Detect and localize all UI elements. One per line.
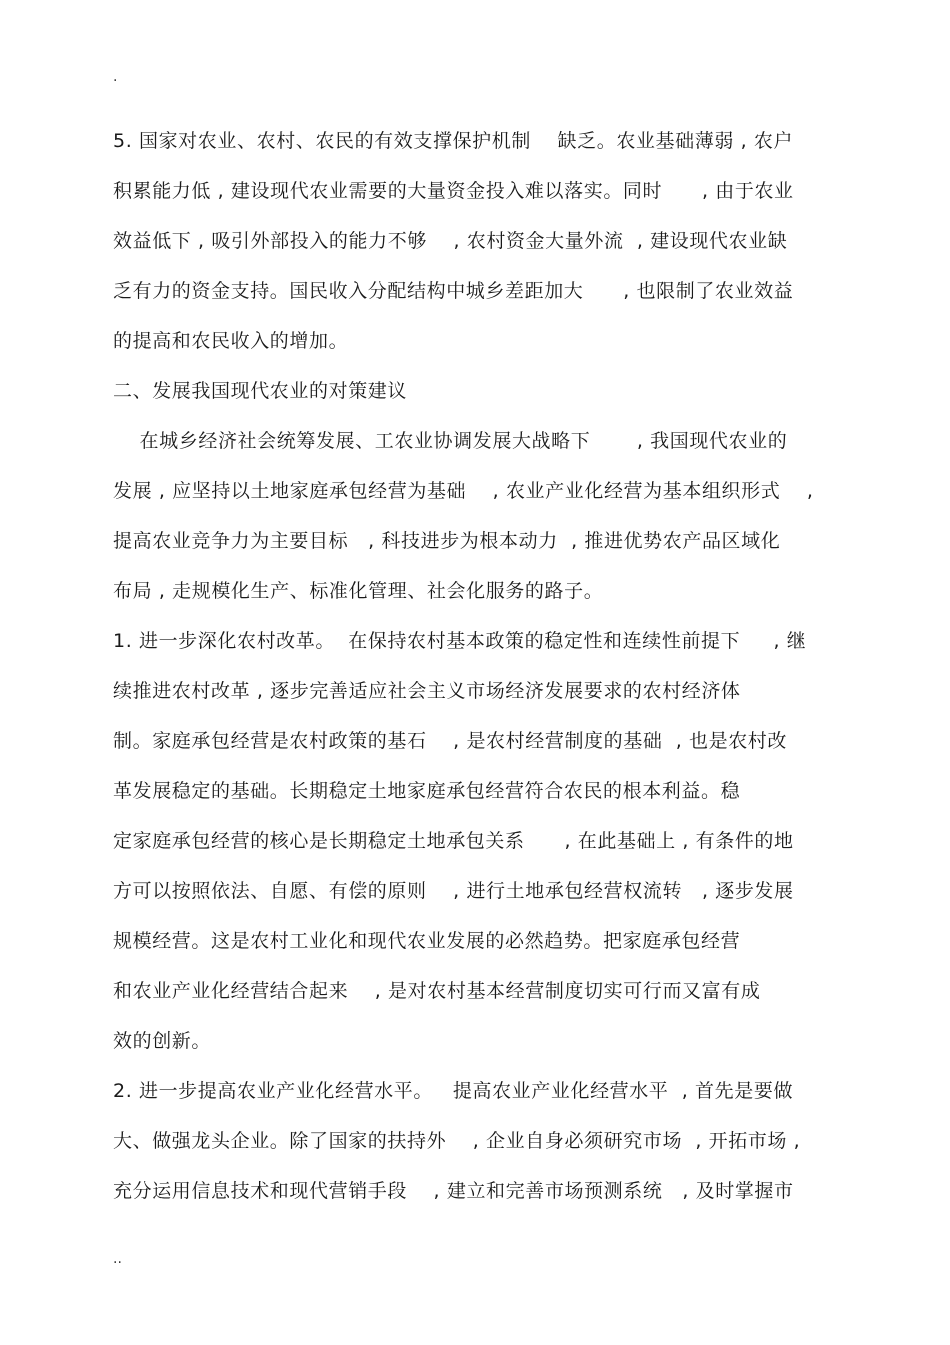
- text-line: 续推进农村改革 , 逐步完善适应社会主义市场经济发展要求的农村经济体: [113, 680, 741, 702]
- text-line: 2. 进一步提高农业产业化经营水平。 提高农业产业化经营水平 , 首先是要做: [113, 1080, 794, 1102]
- page-top-mark: .: [113, 69, 118, 85]
- text-line: 方可以按照依法、自愿、有偿的原则 , 进行土地承包经营权流转 , 逐步发展: [113, 880, 794, 902]
- text-line: 效的创新。: [113, 1030, 212, 1052]
- text-line: 布局 , 走规模化生产、标准化管理、社会化服务的路子。: [113, 580, 604, 602]
- text-line: 和农业产业化经营结合起来 , 是对农村基本经营制度切实可行而又富有成: [113, 980, 761, 1002]
- text-line: 1. 进一步深化农村改革。 在保持农村基本政策的稳定性和连续性前提下 , 继: [113, 630, 807, 652]
- text-line: 制。家庭承包经营是农村政策的基石 , 是农村经营制度的基础 , 也是农村改: [113, 730, 787, 752]
- text-line: 在城乡经济社会统筹发展、工农业协调发展大战略下 , 我国现代农业的: [113, 430, 788, 452]
- text-line: 5. 国家对农业、农村、农民的有效支撑保护机制 缺乏。农业基础薄弱 , 农户: [113, 130, 794, 152]
- text-line: 效益低下 , 吸引外部投入的能力不够 , 农村资金大量外流 , 建设现代农业缺: [113, 230, 788, 252]
- text-line: 提高农业竞争力为主要目标 , 科技进步为根本动力 , 推进优势农产品区域化: [113, 530, 781, 552]
- text-line: 定家庭承包经营的核心是长期稳定土地承包关系 , 在此基础上 , 有条件的地: [113, 830, 794, 852]
- text-line: 发展 , 应坚持以土地家庭承包经营为基础 , 农业产业化经营为基本组织形式 ,: [113, 480, 814, 502]
- text-line: 二、发展我国现代农业的对策建议: [113, 380, 408, 402]
- text-line: 的提高和农民收入的增加。: [113, 330, 349, 352]
- text-line: 规模经营。这是农村工业化和现代农业发展的必然趋势。把家庭承包经营: [113, 930, 741, 952]
- page-bottom-mark: ..: [113, 1251, 122, 1267]
- text-line: 充分运用信息技术和现代营销手段 , 建立和完善市场预测系统 , 及时掌握市: [113, 1180, 794, 1202]
- text-line: 大、做强龙头企业。除了国家的扶持外 , 企业自身必须研究市场 , 开拓市场 ,: [113, 1130, 801, 1152]
- text-line: 革发展稳定的基础。长期稳定土地家庭承包经营符合农民的根本利益。稳: [113, 780, 741, 802]
- text-line: 乏有力的资金支持。国民收入分配结构中城乡差距加大 , 也限制了农业效益: [113, 280, 794, 302]
- text-line: 积累能力低 , 建设现代农业需要的大量资金投入难以落实。同时 , 由于农业: [113, 180, 794, 202]
